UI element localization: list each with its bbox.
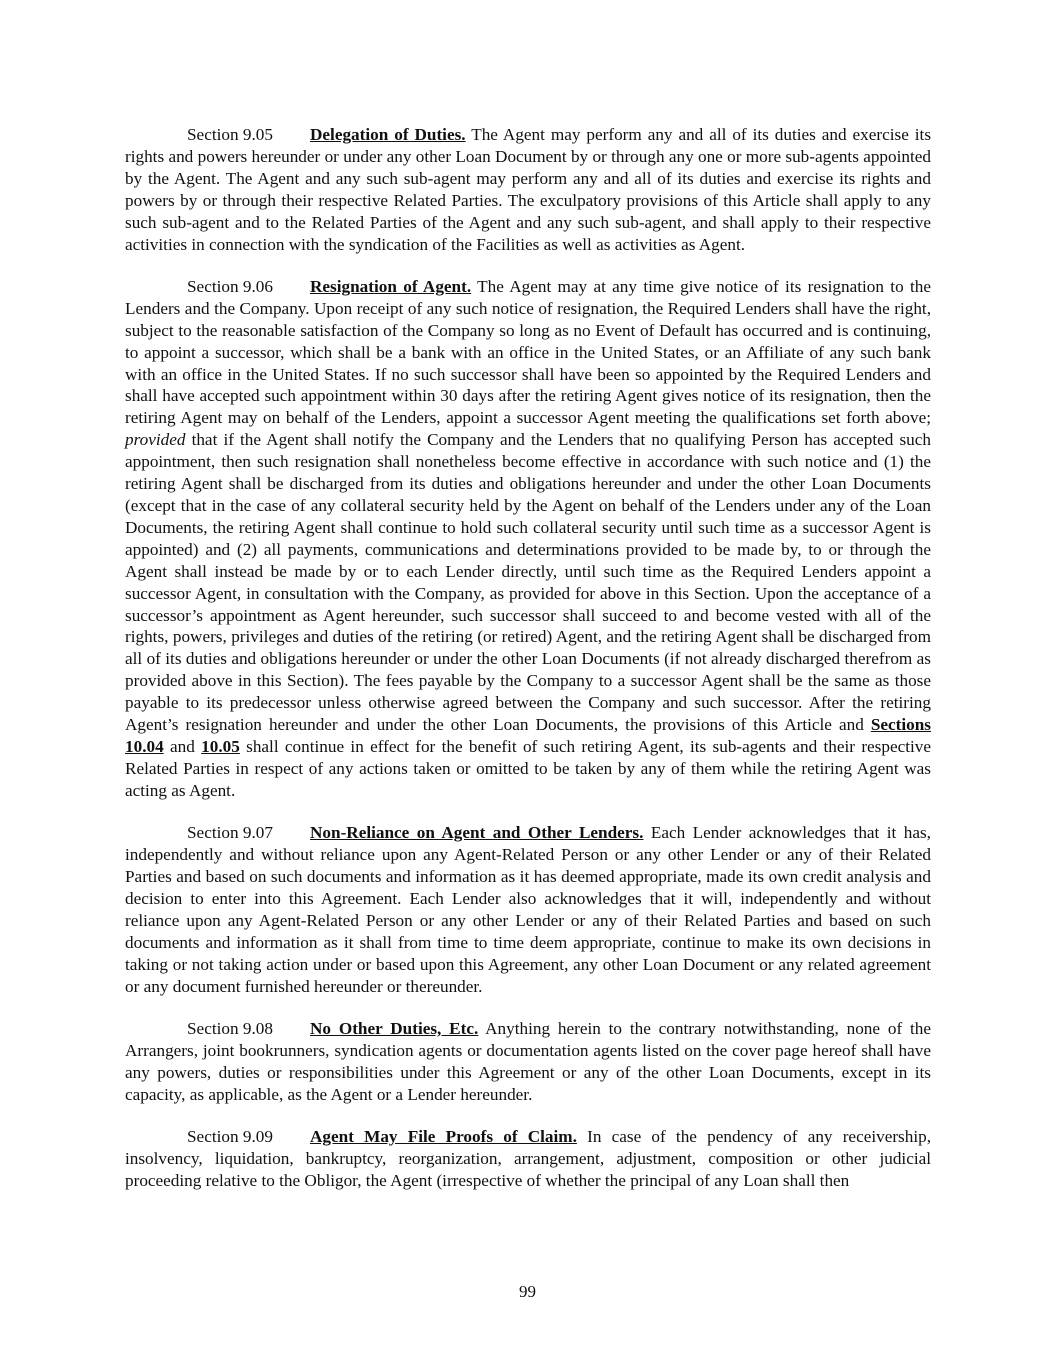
section-number: Section 9.09 bbox=[187, 1127, 273, 1147]
section-number: Section 9.07 bbox=[187, 823, 273, 843]
section-body: Each Lender acknowledges that it has, independently and without reliance upon any Agent-Related Person or any other Lender or any of their Related Parties and based on such documents and information as it has deemed appropriate, made its own credit analysis and decision to enter into this Agreement. Each Lender also acknowledges that it will, independently and without reliance upon any Agent-Related Person or any other Lender or any of their Related Parties and based on such documents and information as it shall from time to time deem appropriate, continue to make its own decisions in taking or not taking action under or based upon this Agreement, any other Loan Document or any related agreement or any document furnished hereunder or thereunder. bbox=[125, 823, 931, 996]
section-body: In case of the pendency of any receivership, insolvency, liquidation, bankruptcy, reorganization, arrangement, adjustment, composition or other judicial proceeding relative to the Obligor, the Agent (irrespective of whether the principal of any Loan shall then bbox=[125, 1127, 931, 1190]
section-heading: Agent May File Proofs of Claim. bbox=[310, 1127, 577, 1147]
section-body: Anything herein to the contrary notwithstanding, none of the Arrangers, joint bookrunners, syndication agents or documentation agents listed on the cover page hereof shall have any powers, duties or responsibilities under this Agreement or any of the other Loan Documents, except in its capacity, as applicable, as the Agent or a Lender hereunder. bbox=[125, 1018, 931, 1104]
section-number: Section 9.08 bbox=[187, 1018, 273, 1038]
page-number: 99 bbox=[519, 1282, 536, 1301]
section-number: Section 9.05 bbox=[187, 125, 273, 144]
section-body: that if the Agent shall notify the Company and the Lenders that no qualifying Person has accepted such appointment, then such resignation shall nonetheless become effective in accordance with such notice and (1) the retiring Agent shall be discharged from its duties and obligations hereunder and under the other Loan Documents (except that in the case of any collateral security held by the Agent on behalf of the Lenders under any of the Loan Documents, the retiring Agent shall continue to hold such collateral security until such time as a successor Agent is appointed) and (2) all payments, communications and determinations provided to be made by, to or through the Agent shall instead be made by or to each Lender directly, until such time as the Required Lenders appoint a successor Agent, in consultation with the Company, as provided for above in this Section. Upon the acceptance of a successor’s appointment as Agent hereunder, such successor shall succeed to and become vested with all of the rights, powers, privileges and duties of the retiring (or retired) Agent, and the retiring Agent shall be discharged from all of its duties and obligations hereunder or under the other Loan Documents (if not already discharged therefrom as provided above in this Section). The fees payable by the Company to a successor Agent shall be the same as those payable to its predecessor unless otherwise agreed between the Company and such successor. After the retiring Agent’s resignation hereunder and under the other Loan Documents, the provisions of this Article and bbox=[125, 430, 931, 735]
cross-reference: 10.05 bbox=[201, 736, 240, 756]
section-heading: Non-Reliance on Agent and Other Lenders. bbox=[310, 823, 644, 843]
cross-reference: Sections 10.04 bbox=[125, 715, 931, 756]
section-9-07 bbox=[125, 822, 931, 997]
section-body: and bbox=[163, 736, 202, 756]
section-9-05 bbox=[125, 124, 931, 255]
section-body: shall continue in effect for the benefit of such retiring Agent, its sub-agents and their respective Related Parties in respect of any actions taken or omitted to be taken by any of them while the retiring Agent was acting as Agent. bbox=[125, 736, 931, 800]
section-heading: No Other Duties, Etc. bbox=[310, 1018, 479, 1038]
section-9-09 bbox=[125, 1126, 931, 1192]
section-9-08 bbox=[125, 1018, 931, 1106]
section-body: The Agent may at any time give notice of its resignation to the Lenders and the Company. Upon receipt of any such notice of resignation, the Required Lenders shall have the right, subject to the reasonable satisfaction of the Company so long as no Event of Default has occurred and is continuing, to appoint a successor, which shall be a bank with an office in the United States, or an Affiliate of any such bank with an office in the United States. If no such successor shall have been so appointed by the Required Lenders and shall have accepted such appointment within 30 days after the retiring Agent gives notice of its resignation, then the retiring Agent may on behalf of the Lenders, appoint a successor Agent meeting the qualifications set forth above; bbox=[125, 276, 931, 428]
section-heading: Resignation of Agent. bbox=[310, 276, 472, 296]
document-page bbox=[125, 124, 931, 1212]
provided-term: provided bbox=[125, 430, 186, 450]
section-9-06 bbox=[125, 276, 931, 802]
section-body: The Agent may perform any and all of its duties and exercise its rights and powers hereunder or under any other Loan Document by or through any one or more sub-agents appointed by the Agent. The Agent and any such sub-agent may perform any and all of its duties and exercise its rights and powers by or through their respective Related Parties. The exculpatory provisions of this Article shall apply to any such sub-agent and to the Related Parties of the Agent and any such sub-agent, and shall apply to their respective activities in connection with the syndication of the Facilities as well as activities as Agent. bbox=[125, 125, 932, 254]
section-heading: Delegation of Duties. bbox=[310, 125, 466, 144]
section-number: Section 9.06 bbox=[187, 276, 273, 296]
